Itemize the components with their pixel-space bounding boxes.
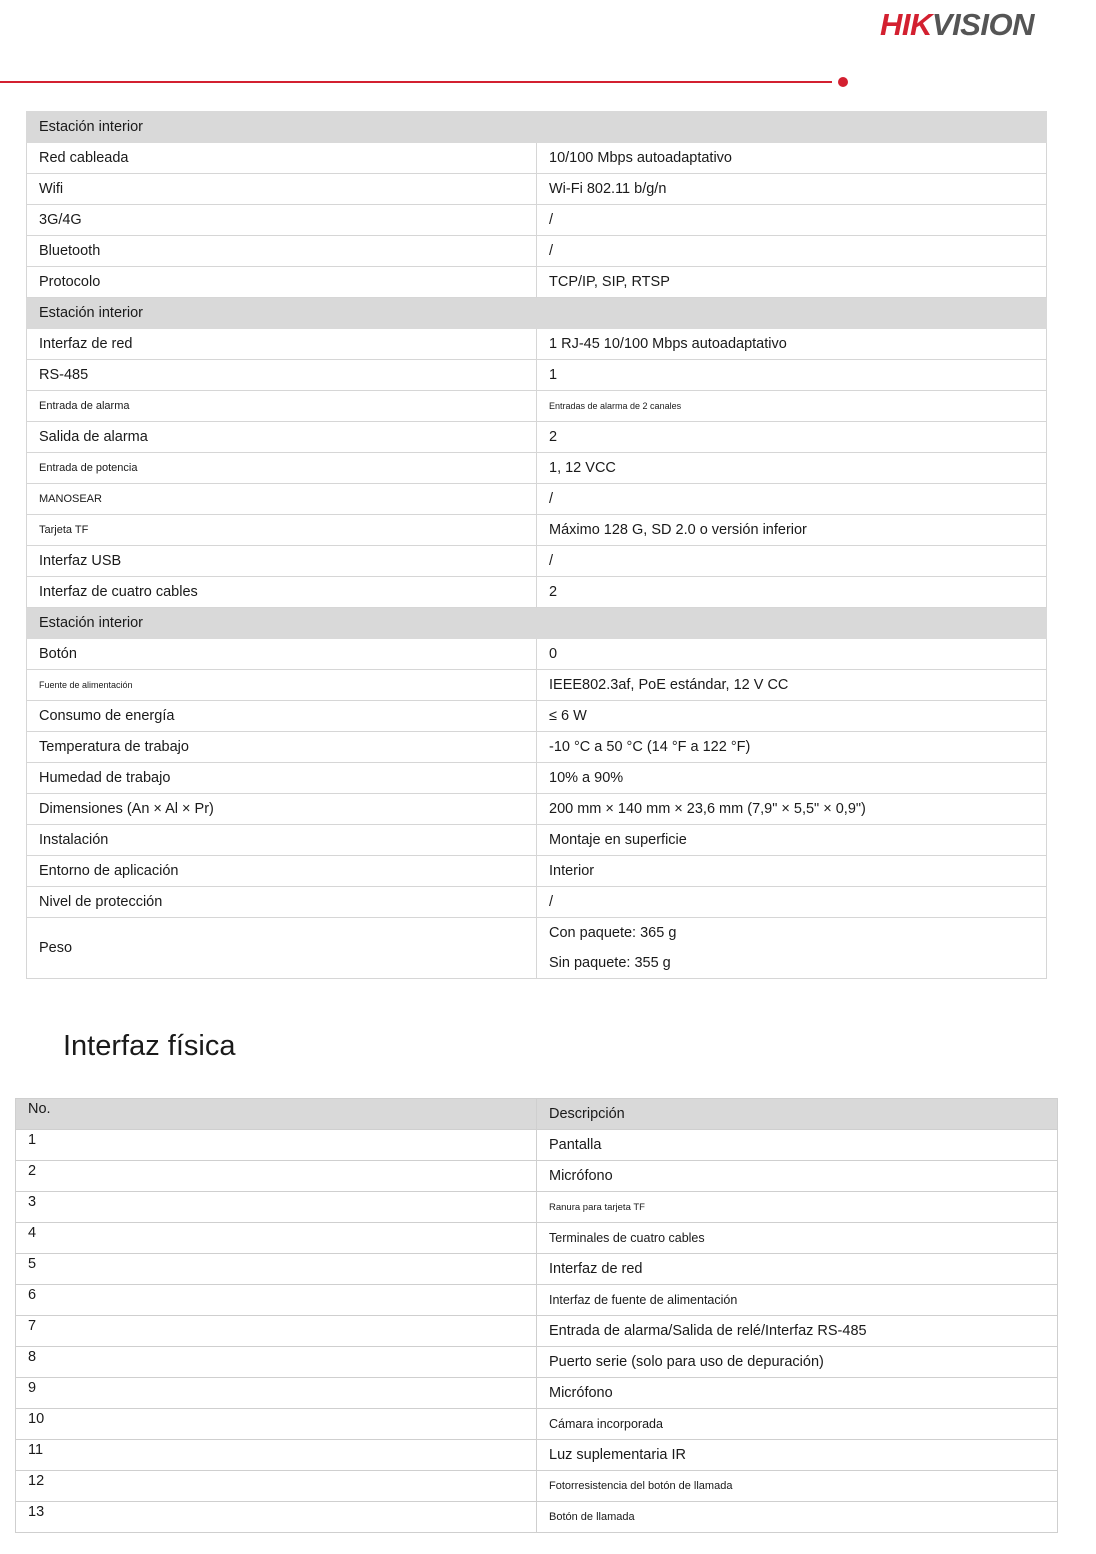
row-number: 6: [16, 1285, 537, 1316]
row-number: 7: [16, 1316, 537, 1347]
spec-value: Montaje en superficie: [537, 825, 1047, 856]
spec-row: [27, 329, 1047, 360]
spec-label: Consumo de energía: [27, 701, 537, 732]
spec-row: [27, 639, 1047, 670]
spec-value: 10% a 90%: [537, 763, 1047, 794]
row-number: 8: [16, 1347, 537, 1378]
spec-value: 10/100 Mbps autoadaptativo: [537, 143, 1047, 174]
table-row: [16, 1223, 1058, 1254]
spec-label: Interfaz de red: [27, 329, 537, 360]
spec-row: [27, 794, 1047, 825]
spec-label: Peso: [27, 918, 537, 979]
spec-value: /: [537, 484, 1047, 515]
spec-row: [27, 856, 1047, 887]
spec-value: /: [537, 546, 1047, 577]
hikvision-logo: [880, 6, 1076, 42]
spec-row: [27, 825, 1047, 856]
table-row: [16, 1347, 1058, 1378]
spec-value: /: [537, 205, 1047, 236]
spec-label: Nivel de protección: [27, 887, 537, 918]
spec-row: [27, 515, 1047, 546]
row-number: 13: [16, 1502, 537, 1533]
spec-row-weight: [27, 918, 1047, 979]
row-number: 5: [16, 1254, 537, 1285]
spec-label: Entrada de alarma: [27, 391, 537, 422]
spec-label: 3G/4G: [27, 205, 537, 236]
spec-value: 0: [537, 639, 1047, 670]
row-description: Pantalla: [537, 1130, 1058, 1161]
table-row: [16, 1316, 1058, 1347]
row-description: Interfaz de fuente de alimentación: [537, 1285, 1058, 1316]
spec-label: Entorno de aplicación: [27, 856, 537, 887]
row-number: 2: [16, 1161, 537, 1192]
spec-value: /: [537, 887, 1047, 918]
interface-section-title: Interfaz física: [63, 1030, 236, 1062]
spec-row: [27, 453, 1047, 484]
spec-section-header: [27, 608, 1047, 639]
spec-row: [27, 701, 1047, 732]
spec-row: [27, 732, 1047, 763]
spec-value: TCP/IP, SIP, RTSP: [537, 267, 1047, 298]
table-header-row: [16, 1099, 1058, 1130]
spec-row: [27, 143, 1047, 174]
physical-interface-table: [15, 1098, 1058, 1533]
spec-label: Tarjeta TF: [27, 515, 537, 546]
header-number: No.: [16, 1099, 537, 1130]
spec-label: Protocolo: [27, 267, 537, 298]
spec-value: 1: [537, 360, 1047, 391]
spec-row: [27, 763, 1047, 794]
spec-value: 200 mm × 140 mm × 23,6 mm (7,9" × 5,5" × 0,9"): [537, 794, 1047, 825]
spec-label: Interfaz USB: [27, 546, 537, 577]
spec-row: [27, 267, 1047, 298]
spec-label: Botón: [27, 639, 537, 670]
row-description: Ranura para tarjeta TF: [537, 1192, 1058, 1223]
row-description: Terminales de cuatro cables: [537, 1223, 1058, 1254]
table-row: [16, 1161, 1058, 1192]
row-description: Fotorresistencia del botón de llamada: [537, 1471, 1058, 1502]
spec-row: [27, 205, 1047, 236]
spec-label: MANOSEAR: [27, 484, 537, 515]
row-number: 10: [16, 1409, 537, 1440]
spec-label: Red cableada: [27, 143, 537, 174]
row-description: Cámara incorporada: [537, 1409, 1058, 1440]
spec-value: Interior: [537, 856, 1047, 887]
spec-value: 1, 12 VCC: [537, 453, 1047, 484]
spec-section-title: Estación interior: [27, 608, 1047, 639]
spec-value: -10 °C a 50 °C (14 °F a 122 °F): [537, 732, 1047, 763]
header-divider-line: [0, 81, 832, 83]
spec-section-title: Estación interior: [27, 112, 1047, 143]
row-number: 3: [16, 1192, 537, 1223]
spec-label: Humedad de trabajo: [27, 763, 537, 794]
spec-row: [27, 484, 1047, 515]
spec-label: Fuente de alimentación: [27, 670, 537, 701]
header-description: Descripción: [537, 1099, 1058, 1130]
spec-value: /: [537, 236, 1047, 267]
table-row: [16, 1502, 1058, 1533]
spec-section-header: [27, 112, 1047, 143]
spec-value-weight: [537, 918, 1047, 979]
spec-value: Entradas de alarma de 2 canales: [537, 391, 1047, 422]
spec-row: [27, 391, 1047, 422]
spec-row: [27, 577, 1047, 608]
spec-label: RS-485: [27, 360, 537, 391]
spec-label: Bluetooth: [27, 236, 537, 267]
row-description: Botón de llamada: [537, 1502, 1058, 1533]
table-row: [16, 1378, 1058, 1409]
row-number: 4: [16, 1223, 537, 1254]
spec-row: [27, 360, 1047, 391]
spec-value: 2: [537, 577, 1047, 608]
table-row: [16, 1285, 1058, 1316]
row-number: 12: [16, 1471, 537, 1502]
row-description: Luz suplementaria IR: [537, 1440, 1058, 1471]
spec-row: [27, 174, 1047, 205]
svg-text:HIKVISION: HIKVISION: [880, 7, 1034, 42]
spec-label: Entrada de potencia: [27, 453, 537, 484]
spec-label: Temperatura de trabajo: [27, 732, 537, 763]
spec-value: ≤ 6 W: [537, 701, 1047, 732]
spec-value: 2: [537, 422, 1047, 453]
row-description: Micrófono: [537, 1378, 1058, 1409]
header-divider-dot: [838, 77, 848, 87]
spec-row: [27, 887, 1047, 918]
spec-value: Wi-Fi 802.11 b/g/n: [537, 174, 1047, 205]
table-row: [16, 1409, 1058, 1440]
weight-with-package: Con paquete: 365 g: [549, 925, 677, 941]
weight-without-package: Sin paquete: 355 g: [549, 955, 671, 971]
row-description: Puerto serie (solo para uso de depuración): [537, 1347, 1058, 1378]
spec-row: [27, 236, 1047, 267]
row-number: 1: [16, 1130, 537, 1161]
spec-label: Wifi: [27, 174, 537, 205]
spec-row: [27, 546, 1047, 577]
spec-value: IEEE802.3af, PoE estándar, 12 V CC: [537, 670, 1047, 701]
row-description: Micrófono: [537, 1161, 1058, 1192]
table-row: [16, 1130, 1058, 1161]
row-number: 11: [16, 1440, 537, 1471]
spec-section-title: Estación interior: [27, 298, 1047, 329]
spec-row: [27, 670, 1047, 701]
spec-value: 1 RJ-45 10/100 Mbps autoadaptativo: [537, 329, 1047, 360]
table-row: [16, 1192, 1058, 1223]
table-row: [16, 1471, 1058, 1502]
row-number: 9: [16, 1378, 537, 1409]
spec-label: Interfaz de cuatro cables: [27, 577, 537, 608]
specifications-table: [26, 111, 1047, 979]
spec-row: [27, 422, 1047, 453]
spec-label: Salida de alarma: [27, 422, 537, 453]
spec-label: Dimensiones (An × Al × Pr): [27, 794, 537, 825]
spec-section-header: [27, 298, 1047, 329]
row-description: Interfaz de red: [537, 1254, 1058, 1285]
spec-label: Instalación: [27, 825, 537, 856]
row-description: Entrada de alarma/Salida de relé/Interfaz RS-485: [537, 1316, 1058, 1347]
spec-value: Máximo 128 G, SD 2.0 o versión inferior: [537, 515, 1047, 546]
table-row: [16, 1440, 1058, 1471]
table-row: [16, 1254, 1058, 1285]
